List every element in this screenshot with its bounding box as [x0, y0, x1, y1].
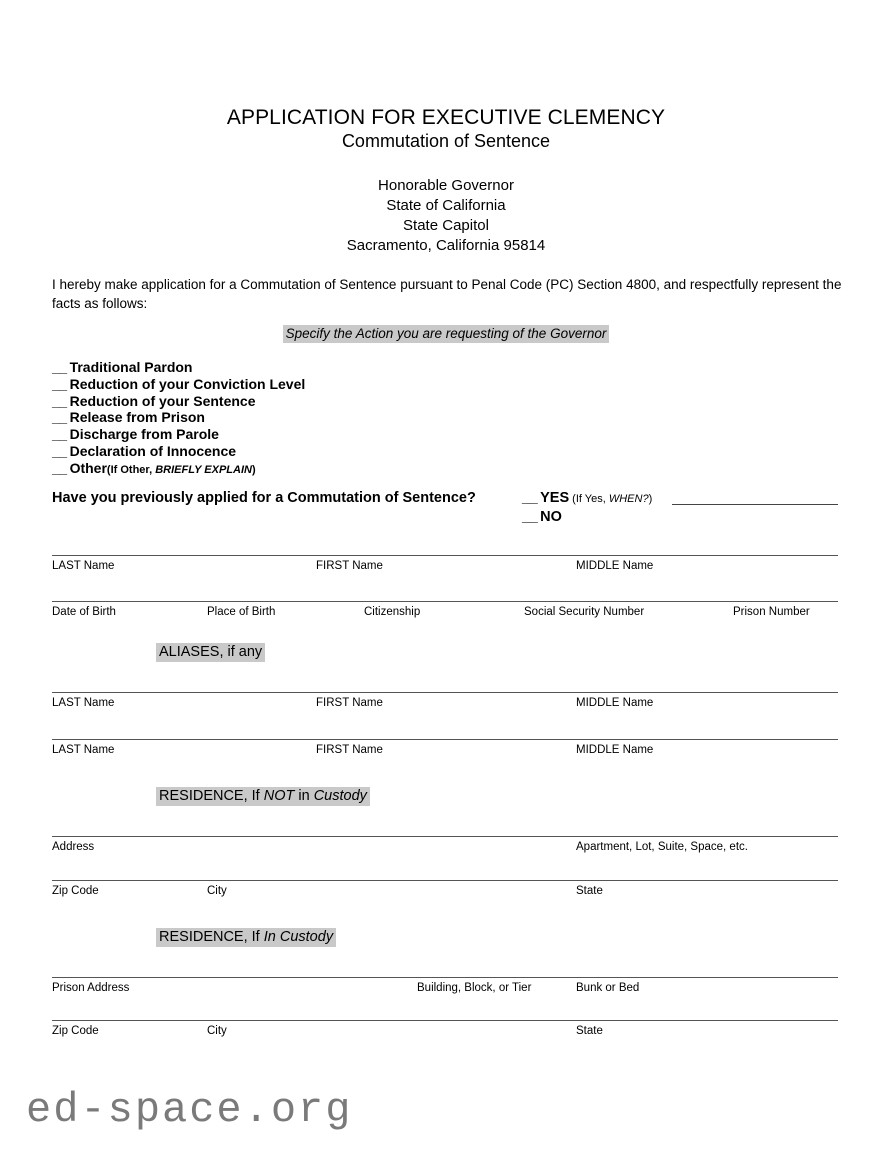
field-label-middle-name: MIDDLE Name: [576, 560, 654, 572]
answer-yes-label: YES: [540, 490, 570, 506]
field-rule-alias-1: [52, 692, 838, 693]
residence-not-custody-prefix: RESIDENCE, If: [159, 788, 264, 804]
action-option-label: Reduction of your Sentence: [69, 392, 256, 409]
action-option-label: Other: [69, 459, 107, 476]
field-label-bunk-or-bed: Bunk or Bed: [576, 982, 640, 994]
checkbox-blank-icon[interactable]: __: [52, 459, 67, 476]
other-note-suffix: ): [251, 463, 256, 476]
section-heading-aliases: [156, 644, 265, 660]
checkbox-blank-icon[interactable]: __: [52, 426, 67, 443]
field-rule-address: [52, 836, 838, 837]
action-option-release-from-prison[interactable]: [52, 409, 572, 426]
field-label-prison-address: Prison Address: [52, 982, 130, 994]
field-label-prison-number: Prison Number: [733, 606, 810, 618]
field-label-alias-2-middle-name: MIDDLE Name: [576, 744, 654, 756]
action-option-label: Reduction of your Conviction Level: [69, 375, 306, 392]
action-option-discharge-from-parole[interactable]: [52, 426, 572, 443]
action-option-label: Discharge from Parole: [69, 426, 219, 443]
yes-note-suffix: ): [648, 493, 653, 505]
field-label-prison-state: State: [576, 1025, 603, 1037]
field-rule-identity: [52, 601, 838, 602]
answer-option-no[interactable]: [522, 509, 842, 527]
field-label-last-name: LAST Name: [52, 560, 115, 572]
field-rule-alias-2: [52, 739, 838, 740]
field-label-apartment: Apartment, Lot, Suite, Space, etc.: [576, 841, 748, 853]
field-label-date-of-birth: Date of Birth: [52, 606, 116, 618]
checkbox-blank-icon[interactable]: __: [52, 409, 67, 426]
field-label-state: State: [576, 885, 603, 897]
field-label-prison-city: City: [207, 1025, 227, 1037]
field-label-building-block-tier: Building, Block, or Tier: [417, 982, 532, 994]
intro-paragraph: I hereby make application for a Commutation of Sentence pursuant to Penal Code (PC) Section 4800, and respectfully represent the facts as follows:: [52, 277, 842, 311]
addressee-line-3: State Capitol: [403, 217, 489, 234]
other-note-prefix: (If Other,: [106, 463, 156, 476]
action-option-other[interactable]: [52, 460, 572, 479]
action-option-declaration-of-innocence[interactable]: [52, 443, 572, 460]
field-label-prison-zip-code: Zip Code: [52, 1025, 99, 1037]
checkbox-blank-icon[interactable]: __: [52, 375, 67, 392]
site-watermark: ed-space.org: [26, 1086, 353, 1134]
checkbox-blank-icon[interactable]: __: [522, 490, 538, 506]
field-rule-zip-city-state: [52, 880, 838, 881]
action-options-list: [52, 359, 572, 479]
field-rule-applicant-name: [52, 555, 838, 556]
answer-option-yes[interactable]: [522, 490, 842, 509]
instruction-highlight: Specify the Action you are requesting of the Governor: [283, 325, 610, 343]
addressee-line-1: Honorable Governor: [378, 177, 514, 194]
residence-in-custody-prefix: RESIDENCE, If: [159, 929, 264, 945]
addressee-line-2: State of California: [386, 197, 506, 214]
yes-note-prefix: (If Yes,: [572, 493, 609, 505]
field-label-citizenship: Citizenship: [364, 606, 421, 618]
field-label-alias-2-last-name: LAST Name: [52, 744, 115, 756]
residence-in-custody-emphasis: In Custody: [263, 929, 334, 945]
section-heading-residence-in-custody-text: [156, 928, 336, 947]
previous-application-question: Have you previously applied for a Commutation of Sentence?: [52, 490, 476, 506]
action-option-label: Release from Prison: [69, 409, 205, 426]
field-label-social-security-number: Social Security Number: [524, 606, 645, 618]
action-option-label: Declaration of Innocence: [69, 442, 237, 459]
page-subtitle: Commutation of Sentence: [341, 131, 551, 151]
instruction-highlight-row: [0, 325, 892, 343]
when-answer-fill-line[interactable]: [672, 504, 838, 505]
field-label-address: Address: [52, 841, 95, 853]
field-label-alias-1-middle-name: MIDDLE Name: [576, 697, 654, 709]
field-label-alias-2-first-name: FIRST Name: [316, 744, 383, 756]
action-option-traditional-pardon[interactable]: [52, 359, 572, 376]
field-label-alias-1-first-name: FIRST Name: [316, 697, 383, 709]
yes-note-emphasis: WHEN?: [608, 493, 649, 505]
addressee-block: [0, 176, 892, 256]
field-label-first-name: FIRST Name: [316, 560, 383, 572]
section-heading-residence-in-custody: [156, 929, 336, 945]
residence-not-custody-mid: in: [294, 788, 314, 804]
field-label-city: City: [207, 885, 227, 897]
action-option-other-note: [107, 464, 256, 476]
residence-not-custody-emphasis-custody: Custody: [313, 788, 367, 804]
field-label-zip-code: Zip Code: [52, 885, 99, 897]
answer-no-label: NO: [540, 508, 562, 525]
action-option-reduction-sentence[interactable]: [52, 393, 572, 410]
field-label-alias-1-last-name: LAST Name: [52, 697, 115, 709]
action-option-reduction-conviction-level[interactable]: [52, 376, 572, 393]
previous-application-answers: [522, 490, 842, 526]
answer-yes-note: [572, 493, 652, 505]
residence-not-custody-emphasis-not: NOT: [263, 788, 295, 804]
addressee-line-4: Sacramento, California 95814: [346, 237, 546, 254]
field-label-place-of-birth: Place of Birth: [207, 606, 276, 618]
checkbox-blank-icon[interactable]: __: [52, 442, 67, 459]
section-heading-aliases-text: ALIASES, if any: [156, 643, 265, 662]
section-heading-residence-not-custody-text: [156, 787, 370, 806]
section-heading-residence-not-custody: [156, 788, 370, 804]
action-option-label: Traditional Pardon: [69, 359, 193, 375]
page-title: APPLICATION FOR EXECUTIVE CLEMENCY: [226, 106, 666, 129]
other-note-emphasis: BRIEFLY EXPLAIN: [155, 463, 252, 476]
checkbox-blank-icon[interactable]: __: [522, 508, 538, 525]
field-rule-prison-zip-city-state: [52, 1020, 838, 1021]
field-rule-prison-address: [52, 977, 838, 978]
checkbox-blank-icon[interactable]: __: [52, 392, 67, 409]
checkbox-blank-icon[interactable]: __: [52, 359, 67, 375]
